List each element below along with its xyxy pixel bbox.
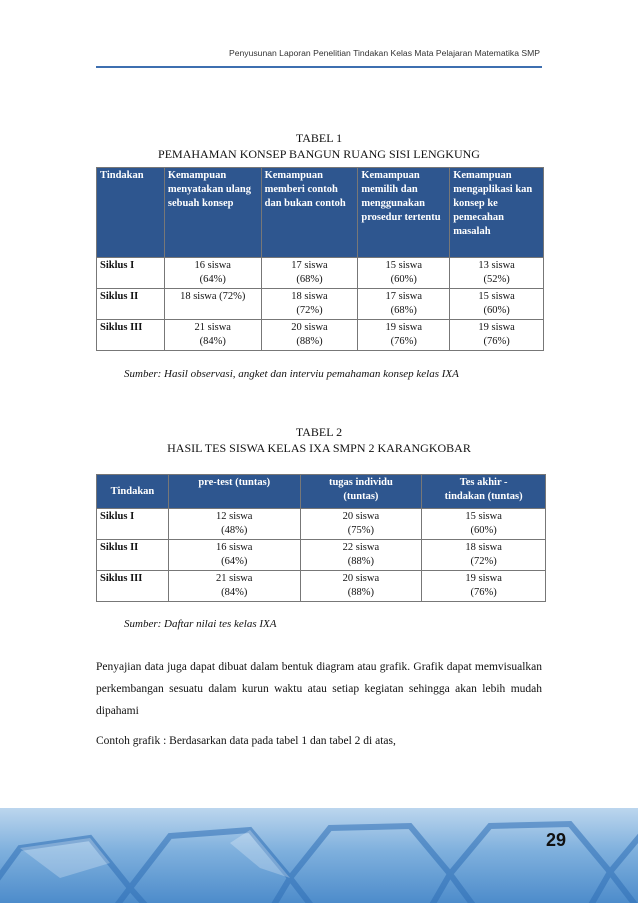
table-cell: 18 siswa (72%) — [422, 540, 546, 571]
table2-title: HASIL TES SISWA KELAS IXA SMPN 2 KARANGKOBAR — [167, 441, 471, 455]
table-row — [97, 509, 546, 540]
table1-label: TABEL 1 — [295, 131, 343, 145]
table1-source: Sumber: Hasil observasi, angket dan interviu pemahaman konsep kelas IXA — [124, 368, 459, 380]
table-row — [97, 320, 544, 351]
table-cell: 20 siswa (88%) — [261, 320, 358, 351]
table-cell: 21 siswa (84%) — [168, 571, 300, 602]
table-cell: 17 siswa (68%) — [261, 258, 358, 289]
row-label: Siklus II — [97, 289, 165, 320]
table-cell: 21 siswa (84%) — [164, 320, 261, 351]
body-paragraph: Penyajian data juga dapat dibuat dalam bentuk diagram atau grafik. Grafik dapat memvisualkan perkembangan sesuatu dalam kurun waktu atau setiap kegiatan sehingga akan lebih mudah dipahami — [96, 661, 542, 717]
table-cell: 20 siswa (75%) — [300, 509, 422, 540]
header-rule — [96, 66, 542, 68]
table-cell: 15 siswa (60%) — [450, 289, 544, 320]
row-label: Siklus III — [97, 320, 165, 351]
table-row — [97, 571, 546, 602]
table-row — [97, 258, 544, 289]
table1-header-cell: Tindakan — [97, 168, 165, 258]
table1-header-row — [97, 168, 544, 258]
table-cell: 19 siswa (76%) — [450, 320, 544, 351]
footer-band — [0, 808, 638, 903]
table-row — [97, 540, 546, 571]
table2-label: TABEL 2 — [295, 425, 343, 439]
row-label: Siklus III — [97, 571, 169, 602]
table-cell: 15 siswa (60%) — [358, 258, 450, 289]
table2-header-cell: tugas individu (tuntas) — [300, 475, 422, 509]
table-cell: 16 siswa (64%) — [164, 258, 261, 289]
footer-hexagon-pattern-icon — [0, 808, 638, 903]
row-label: Siklus II — [97, 540, 169, 571]
table1-header-cell: Kemampuan mengaplikasi kan konsep ke pemecahan masalah — [450, 168, 544, 258]
table-cell: 19 siswa (76%) — [422, 571, 546, 602]
table1-header-cell: Kemampuan memilih dan menggunakan prosedur tertentu — [358, 168, 450, 258]
table2-header-cell: pre-test (tuntas) — [168, 475, 300, 509]
table-cell: 12 siswa (48%) — [168, 509, 300, 540]
table2-source: Sumber: Daftar nilai tes kelas IXA — [124, 618, 277, 630]
table-cell: 22 siswa (88%) — [300, 540, 422, 571]
table2-header-cell: Tindakan — [97, 475, 169, 509]
row-label: Siklus I — [97, 258, 165, 289]
table-row — [97, 289, 544, 320]
table-cell: 17 siswa (68%) — [358, 289, 450, 320]
table2-header-cell: Tes akhir - tindakan (tuntas) — [422, 475, 546, 509]
table1 — [96, 167, 544, 351]
table-cell: 15 siswa (60%) — [422, 509, 546, 540]
table2-header-row — [97, 475, 546, 509]
table-cell: 18 siswa (72%) — [261, 289, 358, 320]
example-line: Contoh grafik : Berdasarkan data pada tabel 1 dan tabel 2 di atas, — [96, 735, 396, 747]
table1-title: PEMAHAMAN KONSEP BANGUN RUANG SISI LENGKUNG — [158, 147, 480, 161]
table1-header-cell: Kemampuan menyatakan ulang sebuah konsep — [164, 168, 261, 258]
table-cell: 16 siswa (64%) — [168, 540, 300, 571]
table-cell: 18 siswa (72%) — [164, 289, 261, 320]
table-cell: 13 siswa (52%) — [450, 258, 544, 289]
table1-header-cell: Kemampuan memberi contoh dan bukan contoh — [261, 168, 358, 258]
page-number: 29 — [545, 830, 566, 850]
row-label: Siklus I — [97, 509, 169, 540]
table2 — [96, 474, 546, 602]
table-cell: 20 siswa (88%) — [300, 571, 422, 602]
running-header: Penyusunan Laporan Penelitian Tindakan Kelas Mata Pelajaran Matematika SMP — [229, 48, 540, 58]
table-cell: 19 siswa (76%) — [358, 320, 450, 351]
